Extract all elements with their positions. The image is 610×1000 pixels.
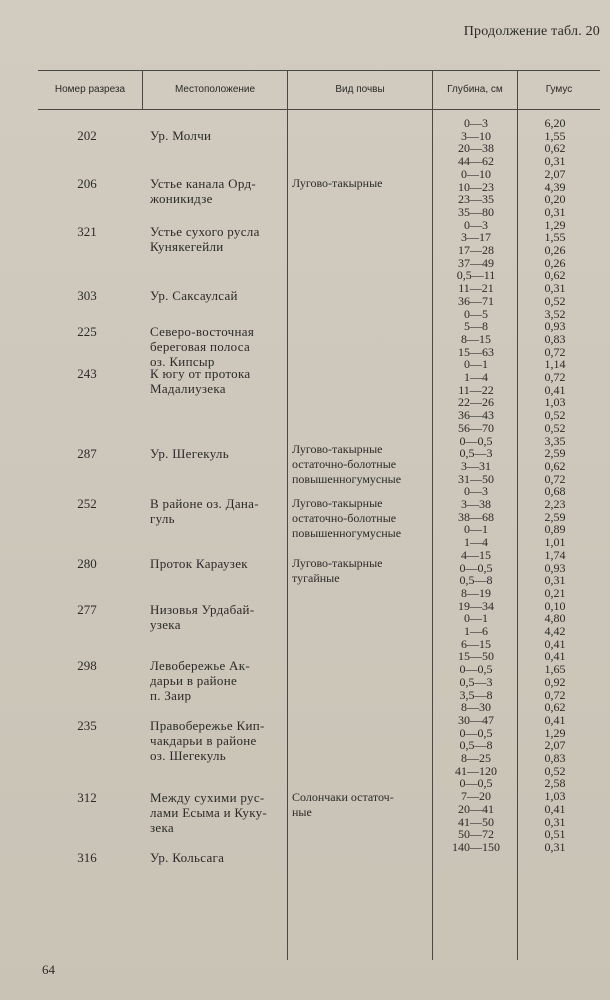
humus-cell: 0,31 [544,205,566,219]
depth-cell: 3,5—8 [459,688,493,702]
section-number: 243 [77,366,97,381]
location-line: чакдарьи в районе [150,733,257,748]
humus-cell: 2,07 [544,167,566,181]
depth-cell: 22—26 [458,395,494,409]
humus-cell: 0,41 [544,383,566,397]
location-line: Левобережье Ак- [150,658,250,673]
depth-cell: 0—0,5 [459,434,493,448]
depth-cell: 19—34 [458,599,494,613]
humus-cell: 0,72 [544,472,566,486]
section-number: 303 [77,288,97,303]
depth-cell: 36—43 [458,408,494,422]
depth-cell: 0—1 [464,522,488,536]
humus-cell: 0,72 [544,345,566,359]
location-line: Низовья Урдабай- [150,602,255,617]
humus-cell: 0,62 [544,459,566,473]
section-number: 280 [77,556,97,571]
humus-cell: 0,52 [544,294,566,308]
humus-cell: 0,72 [544,688,566,702]
section-number: 312 [77,790,97,805]
depth-cell: 36—71 [458,294,494,308]
location-line: К югу от протока [150,366,251,381]
depth-cell: 3—17 [461,230,491,244]
depth-cell: 20—38 [458,141,494,155]
soil-type-line: Лугово-такырные [292,556,383,570]
depth-cell: 15—50 [458,649,494,663]
depth-cell: 0—0,5 [459,662,493,676]
header-humus: Гумус [545,84,573,95]
location-line: Правобережье Кип- [150,718,265,733]
depth-cell: 8—19 [461,586,491,600]
humus-cell: 0,93 [544,561,566,575]
depth-cell: 0—5 [464,307,488,321]
section-number: 206 [77,176,97,191]
header-depth: Глубина, см [447,84,503,95]
depth-cell: 0,5—11 [456,268,496,282]
depth-cell: 20—41 [458,802,494,816]
depth-cell: 0—0,5 [459,726,493,740]
humus-cell: 0,21 [544,586,566,600]
humus-cell: 0,10 [544,599,566,613]
depth-cell: 0—10 [461,167,491,181]
location-line: узека [150,617,181,632]
humus-cell: 0,62 [544,700,566,714]
location-line: береговая полоса [150,339,251,354]
location-line: гуль [150,511,175,526]
soil-type-line: Лугово-такырные [292,442,383,456]
humus-cell: 1,14 [544,357,566,371]
humus-cell: 0,26 [544,256,566,270]
humus-cell: 0,31 [544,281,566,295]
location-line: лами Есыма и Куку- [150,805,268,820]
soil-type-line: тугайные [292,571,340,585]
depth-cell: 30—47 [458,713,494,727]
humus-cell: 2,07 [544,738,566,752]
soil-type-line: ные [292,805,312,819]
depth-cell: 50—72 [458,827,494,841]
section-number: 235 [77,718,97,733]
humus-cell: 2,59 [544,510,566,524]
humus-cell: 0,41 [544,649,566,663]
humus-cell: 0,31 [544,815,566,829]
humus-cell: 0,62 [544,268,566,282]
section-number: 225 [77,324,97,339]
humus-cell: 0,31 [544,573,566,587]
humus-cell: 0,26 [544,243,566,257]
location-line: дарьи в районе [150,673,238,688]
location-line: Мадалиузека [150,381,226,396]
humus-cell: 1,74 [544,548,566,562]
location-line: Ур. Шегекуль [150,446,229,461]
section-number: 321 [77,224,97,239]
depth-cell: 37—49 [458,256,494,270]
humus-cell: 0,51 [544,827,566,841]
location-line: оз. Шегекуль [150,748,227,763]
location-line: оз. Кипсыр [150,354,215,369]
humus-cell: 0,68 [544,484,566,498]
location-line: Между сухими рус- [150,790,265,805]
column-divider [432,70,433,960]
depth-cell: 15—63 [458,345,494,359]
section-number: 277 [77,602,97,617]
location-line: В районе оз. Дана- [150,496,259,511]
depth-cell: 1—4 [464,535,488,549]
location-line: п. Заир [150,688,192,703]
section-number: 287 [77,446,97,461]
depth-cell: 31—50 [458,472,494,486]
humus-cell: 0,52 [544,421,566,435]
humus-cell: 4,80 [544,611,566,625]
depth-cell: 8—30 [461,700,491,714]
depth-cell: 0—1 [464,611,488,625]
section-number: 202 [77,128,97,143]
humus-cell: 0,83 [544,751,566,765]
location-line: Кунякегейли [150,239,224,254]
depth-cell: 3—31 [461,459,491,473]
humus-cell: 1,55 [544,230,566,244]
depth-cell: 8—15 [461,332,491,346]
humus-cell: 0,20 [544,192,566,206]
depth-cell: 1—4 [464,370,488,384]
depth-cell: 0—3 [464,218,488,232]
humus-cell: 1,55 [544,129,566,143]
depth-cell: 38—68 [458,510,494,524]
depth-cell: 11—22 [458,383,494,397]
location-line: жоникидзе [150,191,213,206]
table-continuation-caption: Продолжение табл. 20 [463,24,600,39]
depth-cell: 4—15 [461,548,491,562]
column-divider [287,70,288,960]
humus-cell: 1,29 [544,726,566,740]
location-line: Ур. Саксаулсай [150,288,238,303]
humus-cell: 0,92 [544,675,566,689]
humus-cell: 0,52 [544,764,566,778]
location-line: Устье сухого русла [150,224,260,239]
location-line: зека [150,820,174,835]
humus-cell: 0,52 [544,408,566,422]
humus-cell: 2,23 [544,497,566,511]
humus-cell: 0,41 [544,713,566,727]
depth-cell: 7—20 [461,789,491,803]
header-section-number: Номер разреза [54,84,126,95]
humus-cell: 1,01 [544,535,566,549]
depth-cell: 3—10 [461,129,491,143]
depth-cell: 10—23 [458,180,494,194]
humus-cell: 1,29 [544,218,566,232]
depth-cell: 3—38 [461,497,491,511]
humus-cell: 0,89 [544,522,566,536]
depth-cell: 1—6 [464,624,488,638]
depth-cell: 44—62 [458,154,494,168]
humus-cell: 0,41 [544,637,566,651]
soil-type-line: повышенногумусные [292,526,402,540]
depth-cell: 23—35 [458,192,494,206]
humus-cell: 4,39 [544,180,566,194]
section-number: 298 [77,658,97,673]
humus-cell: 0,72 [544,370,566,384]
depth-cell: 35—80 [458,205,494,219]
humus-cell: 2,58 [544,776,566,790]
depth-cell: 0—3 [464,116,488,130]
humus-cell: 0,83 [544,332,566,346]
depth-cell: 0,5—8 [459,573,493,587]
depth-cell: 0,5—3 [459,446,493,460]
section-number: 252 [77,496,97,511]
depth-cell: 0—0,5 [459,776,493,790]
depth-cell: 140—150 [452,840,500,854]
soil-type-line: Лугово-такырные [292,496,383,510]
humus-cell: 0,31 [544,840,566,854]
depth-cell: 0,5—3 [459,675,493,689]
location-line: Северо-восточная [150,324,255,339]
page-number: 64 [42,962,55,977]
soil-type-line: остаточно-болотные [292,457,397,471]
depth-cell: 41—50 [458,815,494,829]
humus-cell: 4,42 [544,624,566,638]
depth-cell: 17—28 [458,243,494,257]
humus-cell: 0,62 [544,141,566,155]
humus-cell: 2,59 [544,446,566,460]
depth-cell: 56—70 [458,421,494,435]
humus-cell: 0,41 [544,802,566,816]
soil-type-line: Солончаки остаточ- [292,790,394,804]
soil-type-line: повышенногумусные [292,472,402,486]
humus-cell: 1,03 [544,395,566,409]
section-number: 316 [77,850,97,865]
depth-cell: 41—120 [455,764,497,778]
header-location: Местоположение [174,84,256,95]
location-line: Проток Караузек [150,556,248,571]
depth-cell: 0—1 [464,357,488,371]
location-line: Устье канала Орд- [150,176,257,191]
depth-cell: 6—15 [461,637,491,651]
depth-cell: 0—0,5 [459,561,493,575]
soil-type-line: остаточно-болотные [292,511,397,525]
depth-cell: 11—21 [458,281,494,295]
depth-cell: 0—3 [464,484,488,498]
humus-cell: 0,93 [544,319,566,333]
depth-cell: 0,5—8 [459,738,493,752]
location-line: Ур. Кольсага [150,850,225,865]
location-line: Ур. Молчи [150,128,212,143]
humus-cell: 1,65 [544,662,566,676]
depth-cell: 8—25 [461,751,491,765]
depth-cell: 5—8 [464,319,488,333]
humus-cell: 3,52 [544,307,566,321]
humus-cell: 6,20 [544,116,566,130]
humus-cell: 1,03 [544,789,566,803]
header-soil-type: Вид почвы [335,84,385,95]
soil-type-line: Лугово-такырные [292,176,383,190]
column-divider [517,70,518,960]
humus-cell: 0,31 [544,154,566,168]
humus-cell: 3,35 [544,434,566,448]
